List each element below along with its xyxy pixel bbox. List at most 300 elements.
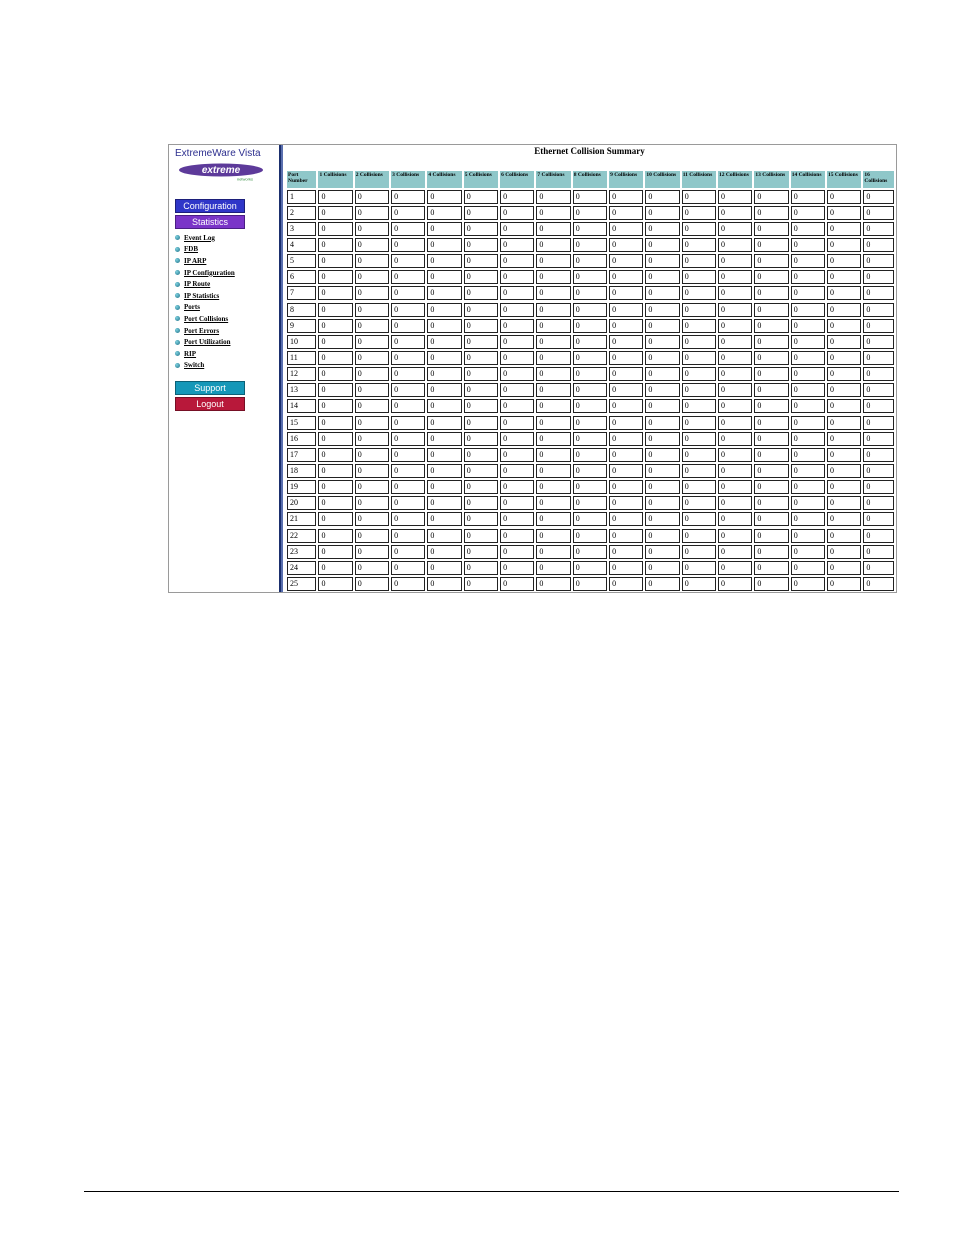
collision-count-field: 0 (573, 399, 607, 413)
nav-item-ip-route[interactable] (175, 278, 235, 290)
column-header-collisions: 16 Collisions (863, 171, 894, 188)
support-button[interactable]: Support (175, 381, 245, 395)
collision-count-field: 0 (827, 545, 861, 559)
table-cell (754, 382, 788, 398)
collision-count-field: 0 (427, 367, 461, 381)
table-cell (682, 220, 716, 236)
table-cell (754, 559, 788, 575)
collision-count-field: 0 (645, 303, 679, 317)
table-cell (682, 398, 716, 414)
collision-count-field: 0 (573, 286, 607, 300)
table-cell (682, 414, 716, 430)
collision-count-field: 0 (827, 286, 861, 300)
table-cell (754, 462, 788, 478)
table-cell (355, 511, 389, 527)
port-number-cell: 5 (287, 254, 316, 268)
table-cell (287, 349, 316, 365)
table-cell (682, 495, 716, 511)
collision-count-field: 0 (827, 577, 861, 591)
table-cell (536, 495, 570, 511)
collision-count-field: 0 (500, 561, 534, 575)
table-row (287, 188, 894, 204)
collision-count-field: 0 (609, 367, 643, 381)
table-cell (682, 269, 716, 285)
table-cell (682, 301, 716, 317)
table-cell (609, 301, 643, 317)
collision-count-field: 0 (573, 464, 607, 478)
collision-count-field: 0 (682, 545, 716, 559)
collision-count-field: 0 (645, 464, 679, 478)
table-cell (500, 253, 534, 269)
collision-count-field: 0 (355, 512, 389, 526)
table-cell (827, 430, 861, 446)
nav-item-switch[interactable] (175, 360, 235, 372)
main-frame (283, 145, 896, 592)
collision-count-field: 0 (573, 254, 607, 268)
logo-wordmark: extreme (201, 165, 241, 176)
collision-count-field: 0 (791, 448, 825, 462)
collision-count-field: 0 (827, 480, 861, 494)
collision-count-field: 0 (645, 335, 679, 349)
collision-count-field: 0 (645, 399, 679, 413)
collision-count-field: 0 (500, 286, 534, 300)
table-cell (318, 188, 352, 204)
table-cell (754, 333, 788, 349)
table-cell (791, 495, 825, 511)
table-cell (682, 317, 716, 333)
table-cell (682, 462, 716, 478)
table-cell (754, 204, 788, 220)
collision-count-field: 0 (827, 254, 861, 268)
table-cell (718, 220, 752, 236)
collision-count-field: 0 (754, 319, 788, 333)
table-cell (536, 575, 570, 591)
table-cell (863, 253, 894, 269)
table-cell (287, 236, 316, 252)
table-cell (682, 430, 716, 446)
table-cell (682, 204, 716, 220)
collision-count-field: 0 (863, 335, 894, 349)
table-cell (318, 349, 352, 365)
column-header-collisions: 6 Collisions (500, 171, 534, 188)
table-cell (427, 253, 461, 269)
collision-count-field: 0 (791, 529, 825, 543)
table-cell (391, 285, 425, 301)
table-cell (427, 317, 461, 333)
port-number-cell: 1 (287, 190, 316, 204)
collision-count-field: 0 (645, 545, 679, 559)
table-row (287, 253, 894, 269)
table-cell (536, 366, 570, 382)
table-cell (391, 430, 425, 446)
nav-link-label[interactable]: Port Utilization (184, 338, 231, 347)
nav-link-label[interactable]: Port Errors (184, 326, 220, 335)
collision-count-field: 0 (573, 545, 607, 559)
collision-count-field: 0 (863, 351, 894, 365)
table-cell (287, 301, 316, 317)
collision-count-field: 0 (355, 432, 389, 446)
nav-item-event-log[interactable] (175, 232, 235, 244)
table-cell (609, 382, 643, 398)
collision-count-field: 0 (355, 577, 389, 591)
table-cell (827, 349, 861, 365)
table-cell (318, 495, 352, 511)
table-cell (391, 398, 425, 414)
table-row (287, 333, 894, 349)
collision-count-field: 0 (573, 190, 607, 204)
collision-count-field: 0 (718, 432, 752, 446)
table-cell (536, 543, 570, 559)
table-cell (609, 253, 643, 269)
collision-count-field: 0 (791, 206, 825, 220)
table-cell (827, 220, 861, 236)
collision-count-field: 0 (827, 351, 861, 365)
collision-count-field: 0 (645, 512, 679, 526)
table-cell (427, 204, 461, 220)
table-cell (287, 527, 316, 543)
table-cell (464, 495, 498, 511)
table-cell (500, 366, 534, 382)
table-body (287, 188, 894, 592)
collision-count-field: 0 (718, 399, 752, 413)
nav-link-label[interactable]: IP Configuration (184, 268, 235, 277)
table-cell (718, 382, 752, 398)
collision-count-field: 0 (863, 416, 894, 430)
table-cell (287, 317, 316, 333)
table-cell (318, 333, 352, 349)
table-cell (318, 366, 352, 382)
table-cell (355, 317, 389, 333)
collision-count-field: 0 (682, 561, 716, 575)
table-cell (318, 269, 352, 285)
collision-count-field: 0 (318, 416, 352, 430)
table-cell (287, 382, 316, 398)
collision-count-field: 0 (573, 351, 607, 365)
table-cell (645, 204, 679, 220)
table-cell (718, 414, 752, 430)
collision-count-field: 0 (573, 238, 607, 252)
nav-item-ip-statistics[interactable] (175, 290, 235, 302)
table-cell (318, 527, 352, 543)
table-cell (355, 462, 389, 478)
collision-count-field: 0 (500, 206, 534, 220)
table-cell (391, 349, 425, 365)
collision-count-field: 0 (573, 448, 607, 462)
table-cell (391, 204, 425, 220)
collision-count-field: 0 (645, 529, 679, 543)
table-cell (464, 559, 498, 575)
table-row (287, 559, 894, 575)
table-cell (609, 366, 643, 382)
configuration-button[interactable]: Configuration (175, 199, 245, 213)
collision-count-field: 0 (754, 270, 788, 284)
collision-count-field: 0 (391, 367, 425, 381)
table-cell (682, 511, 716, 527)
table-cell (573, 575, 607, 591)
nav-item-fdb[interactable] (175, 244, 235, 256)
collision-count-field: 0 (682, 577, 716, 591)
table-cell (500, 527, 534, 543)
table-header-row (287, 171, 894, 188)
table-cell (645, 333, 679, 349)
table-cell (318, 446, 352, 462)
table-cell (573, 462, 607, 478)
nav-link-label[interactable]: IP Route (184, 280, 211, 289)
collision-count-field: 0 (645, 496, 679, 510)
table-cell (464, 333, 498, 349)
table-cell (863, 430, 894, 446)
nav-link-label[interactable]: Ports (184, 303, 200, 312)
table-cell (609, 204, 643, 220)
table-row (287, 446, 894, 462)
table-cell (287, 188, 316, 204)
collision-count-field: 0 (318, 577, 352, 591)
table-cell (391, 269, 425, 285)
collision-count-field: 0 (645, 270, 679, 284)
table-cell (645, 220, 679, 236)
nav-item-port-collisions[interactable] (175, 313, 235, 325)
nav-link-label[interactable]: IP ARP (184, 256, 207, 265)
collision-count-field: 0 (500, 512, 534, 526)
collision-count-field: 0 (754, 238, 788, 252)
nav-link-label[interactable]: Switch (184, 361, 205, 370)
nav-item-port-utilization[interactable] (175, 336, 235, 348)
collision-count-field: 0 (391, 270, 425, 284)
collision-count-field: 0 (754, 335, 788, 349)
collision-count-field: 0 (355, 303, 389, 317)
nav-item-ip-arp[interactable] (175, 255, 235, 267)
table-cell (863, 220, 894, 236)
table-cell (391, 236, 425, 252)
table-cell (573, 430, 607, 446)
collision-count-field: 0 (609, 238, 643, 252)
table-cell (355, 236, 389, 252)
collision-count-field: 0 (791, 577, 825, 591)
table-cell (863, 414, 894, 430)
collision-count-field: 0 (536, 529, 570, 543)
table-cell (863, 527, 894, 543)
table-cell (718, 479, 752, 495)
table-cell (536, 462, 570, 478)
collision-count-field: 0 (536, 351, 570, 365)
collision-count-field: 0 (427, 529, 461, 543)
collision-count-field: 0 (718, 545, 752, 559)
table-cell (464, 204, 498, 220)
table-cell (287, 559, 316, 575)
table-cell (500, 236, 534, 252)
collision-count-field: 0 (355, 206, 389, 220)
collision-count-field: 0 (464, 238, 498, 252)
collision-count-field: 0 (355, 480, 389, 494)
table-cell (718, 188, 752, 204)
table-cell (863, 236, 894, 252)
table-cell (682, 559, 716, 575)
collision-count-field: 0 (718, 512, 752, 526)
statistics-button[interactable]: Statistics (175, 215, 245, 229)
column-header-port-number: Port Number (287, 171, 316, 188)
nav-link-label[interactable]: Event Log (184, 233, 215, 242)
collision-count-field: 0 (754, 432, 788, 446)
table-cell (645, 543, 679, 559)
table-row (287, 414, 894, 430)
nav-item-ip-configuration[interactable] (175, 267, 235, 279)
table-cell (863, 495, 894, 511)
table-cell (754, 511, 788, 527)
collision-count-field: 0 (464, 303, 498, 317)
collision-count-field: 0 (863, 399, 894, 413)
table-cell (718, 398, 752, 414)
nav-item-rip[interactable] (175, 348, 235, 360)
table-cell (464, 366, 498, 382)
collision-count-field: 0 (682, 399, 716, 413)
collision-count-field: 0 (827, 303, 861, 317)
collision-count-field: 0 (391, 335, 425, 349)
table-cell (645, 382, 679, 398)
table-cell (355, 414, 389, 430)
table-cell (609, 527, 643, 543)
collision-count-field: 0 (318, 432, 352, 446)
table-cell (464, 220, 498, 236)
table-cell (718, 366, 752, 382)
collision-count-field: 0 (718, 335, 752, 349)
table-cell (791, 511, 825, 527)
collision-count-field: 0 (536, 464, 570, 478)
collision-count-field: 0 (609, 496, 643, 510)
collision-count-field: 0 (464, 383, 498, 397)
collision-count-field: 0 (536, 432, 570, 446)
table-cell (464, 479, 498, 495)
table-cell (863, 188, 894, 204)
collision-count-field: 0 (427, 335, 461, 349)
table-cell (427, 479, 461, 495)
collision-count-field: 0 (791, 222, 825, 236)
collision-count-field: 0 (391, 432, 425, 446)
nav-link-label[interactable]: RIP (184, 349, 197, 358)
collision-count-field: 0 (464, 464, 498, 478)
table-cell (718, 253, 752, 269)
table-cell (287, 479, 316, 495)
table-cell (791, 462, 825, 478)
table-cell (287, 446, 316, 462)
table-cell (500, 269, 534, 285)
collision-count-field: 0 (536, 270, 570, 284)
nav-item-ports[interactable] (175, 302, 235, 314)
table-cell (287, 285, 316, 301)
collision-count-field: 0 (391, 238, 425, 252)
collision-count-field: 0 (464, 529, 498, 543)
table-cell (464, 462, 498, 478)
table-cell (427, 462, 461, 478)
table-cell (573, 188, 607, 204)
nav-link-label[interactable]: IP Statistics (184, 291, 220, 300)
port-number-cell: 11 (287, 351, 316, 365)
table-row (287, 366, 894, 382)
collision-count-field: 0 (791, 399, 825, 413)
port-number-cell: 15 (287, 416, 316, 430)
logout-button[interactable]: Logout (175, 397, 245, 411)
table-cell (391, 511, 425, 527)
collision-count-field: 0 (609, 335, 643, 349)
table-cell (754, 430, 788, 446)
table-cell (791, 543, 825, 559)
nav-item-port-errors[interactable] (175, 325, 235, 337)
table-cell (791, 527, 825, 543)
table-cell (645, 398, 679, 414)
collision-count-field: 0 (464, 545, 498, 559)
collision-count-field: 0 (391, 529, 425, 543)
collision-count-field: 0 (500, 335, 534, 349)
table-cell (827, 333, 861, 349)
collision-count-field: 0 (863, 367, 894, 381)
table-cell (318, 511, 352, 527)
table-cell (355, 188, 389, 204)
collision-count-field: 0 (500, 319, 534, 333)
collision-count-field: 0 (318, 206, 352, 220)
table-cell (827, 495, 861, 511)
bullet-icon (175, 235, 180, 240)
collision-count-field: 0 (718, 561, 752, 575)
collision-count-field: 0 (391, 496, 425, 510)
nav-link-label[interactable]: FDB (184, 245, 198, 254)
column-header-collisions: 15 Collisions (827, 171, 861, 188)
collision-count-field: 0 (718, 383, 752, 397)
table-cell (427, 269, 461, 285)
collision-count-field: 0 (754, 464, 788, 478)
table-cell (287, 430, 316, 446)
collision-count-field: 0 (427, 464, 461, 478)
table-cell (645, 511, 679, 527)
table-cell (318, 317, 352, 333)
collision-count-field: 0 (791, 270, 825, 284)
collision-count-field: 0 (682, 303, 716, 317)
collision-count-field: 0 (391, 319, 425, 333)
collision-count-field: 0 (718, 367, 752, 381)
collision-count-field: 0 (754, 512, 788, 526)
table-cell (536, 301, 570, 317)
collision-count-field: 0 (318, 238, 352, 252)
column-header-collisions: 3 Collisions (391, 171, 425, 188)
collision-count-field: 0 (827, 561, 861, 575)
collision-count-field: 0 (609, 480, 643, 494)
nav-link-label[interactable]: Port Collisions (184, 314, 229, 323)
collision-count-field: 0 (500, 383, 534, 397)
table-cell (827, 559, 861, 575)
table-cell (682, 236, 716, 252)
table-cell (536, 236, 570, 252)
table-cell (791, 446, 825, 462)
collision-count-field: 0 (754, 206, 788, 220)
collision-count-field: 0 (355, 383, 389, 397)
table-cell (573, 317, 607, 333)
table-cell (573, 220, 607, 236)
collision-count-field: 0 (609, 545, 643, 559)
table-cell (754, 317, 788, 333)
table-cell (573, 527, 607, 543)
collision-count-field: 0 (355, 286, 389, 300)
table-cell (391, 446, 425, 462)
collision-count-field: 0 (427, 303, 461, 317)
table-cell (863, 349, 894, 365)
table-cell (427, 236, 461, 252)
collision-count-field: 0 (464, 254, 498, 268)
table-cell (645, 236, 679, 252)
collision-count-field: 0 (863, 222, 894, 236)
table-cell (827, 398, 861, 414)
collision-count-field: 0 (427, 238, 461, 252)
table-cell (682, 253, 716, 269)
table-cell (791, 301, 825, 317)
collision-count-field: 0 (391, 464, 425, 478)
